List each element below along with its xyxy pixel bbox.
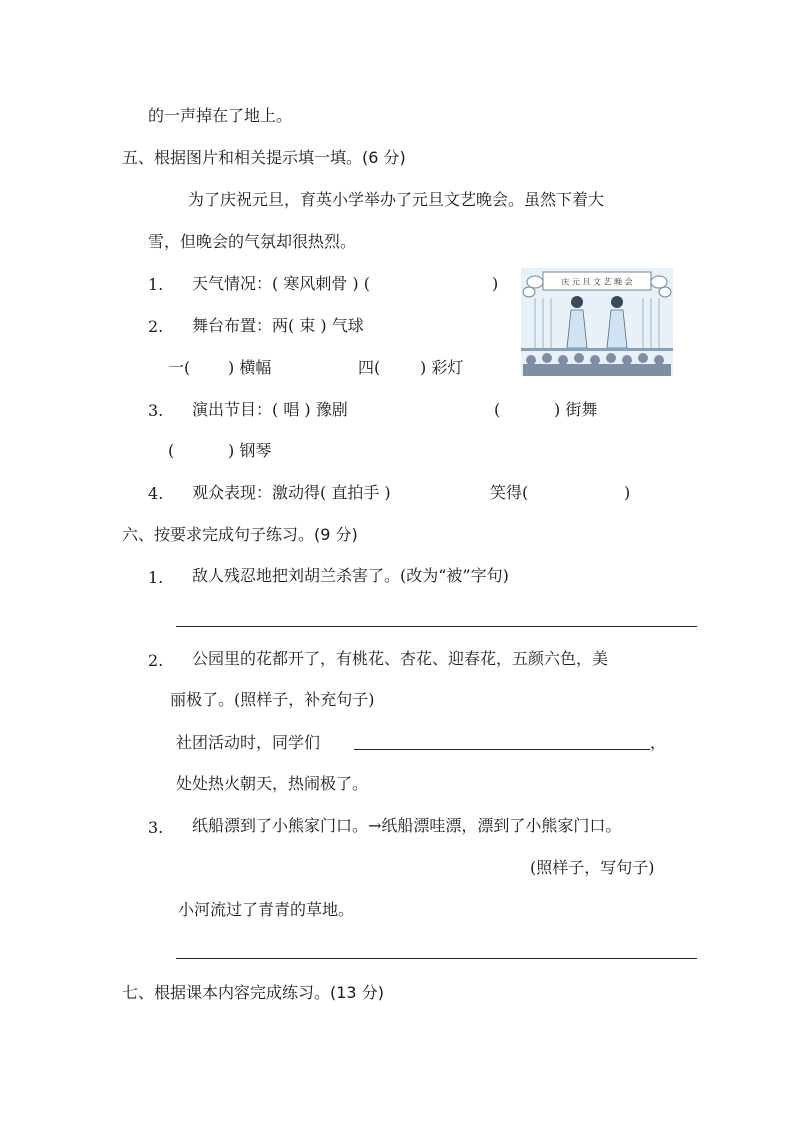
s6-q2-number: 2. [148, 651, 164, 670]
section6-title: 六、按要求完成句子练习。(9 分) [122, 525, 358, 544]
q2-text: 舞台布置：两( 束 ) 气球 [192, 316, 364, 335]
q3-text: 演出节目：( 唱 ) 豫剧 [192, 400, 348, 419]
q4-text: 观众表现：激动得( 直拍手 ) [192, 483, 391, 502]
s6-q3-answer-line[interactable] [176, 958, 697, 959]
q4-b-open[interactable]: 笑得( [490, 483, 529, 502]
section5-intro-line2: 雪，但晚会的气氛却很热烈。 [148, 232, 357, 251]
section7-title: 七、根据课本内容完成练习。(13 分) [122, 983, 384, 1002]
s6-q2-line2: 丽极了。(照样子，补充句子) [170, 690, 375, 709]
s6-q3-number: 3. [148, 818, 164, 837]
s6-q2-line3-start: 社团活动时，同学们 [176, 733, 321, 752]
continuation-line: 的一声掉在了地上。 [148, 106, 293, 125]
q2-b-open[interactable]: 四( [358, 358, 381, 377]
q3-number: 3. [148, 401, 164, 420]
section5-intro-line1: 为了庆祝元旦，育英小学举办了元旦文艺晚会。虽然下着大 [188, 190, 605, 209]
s6-q1-answer-line[interactable] [176, 626, 697, 627]
s6-q3-line3: 小河流过了青青的草地。 [178, 900, 355, 919]
s6-q1-text: 敌人残忍地把刘胡兰杀害了。(改为“被”字句) [192, 566, 509, 585]
q3-b-open[interactable]: ( [168, 441, 175, 460]
q3-a-close: ) 街舞 [554, 400, 598, 419]
q1-answer-close[interactable]: ) [492, 274, 499, 293]
q4-b-close: ) [624, 483, 631, 502]
s6-q1-number: 1. [148, 568, 164, 587]
q3-b-close: ) 钢琴 [228, 441, 272, 460]
q2-number: 2. [148, 317, 164, 336]
q2-b-close: ) 彩灯 [420, 358, 464, 377]
s6-q2-line3-end: ， [650, 733, 667, 752]
section5-title: 五、根据图片和相关提示填一填。(6 分) [122, 148, 406, 167]
s6-q2-line1: 公园里的花都开了，有桃花、杏花、迎春花，五颜六色，美 [192, 649, 609, 668]
s6-q2-line4: 处处热火朝天，热闹极了。 [176, 774, 369, 793]
banner-text: 庆 元 旦 文 艺 晚 会 [561, 277, 633, 287]
q1-text: 天气情况：( 寒风刺骨 ) ( [192, 274, 370, 293]
q1-number: 1. [148, 275, 164, 294]
s6-q2-answer-line[interactable] [354, 749, 650, 750]
stage-illustration [521, 268, 673, 376]
s6-q3-hint: (照样子，写句子) [530, 858, 655, 877]
q2-a-close: ) 横幅 [228, 358, 272, 377]
q3-a-open[interactable]: ( [494, 400, 501, 419]
q4-number: 4. [148, 484, 164, 503]
s6-q3-line1: 纸船漂到了小熊家门口。→纸船漂哇漂，漂到了小熊家门口。 [192, 816, 622, 835]
q2-a-open[interactable]: 一( [168, 358, 191, 377]
